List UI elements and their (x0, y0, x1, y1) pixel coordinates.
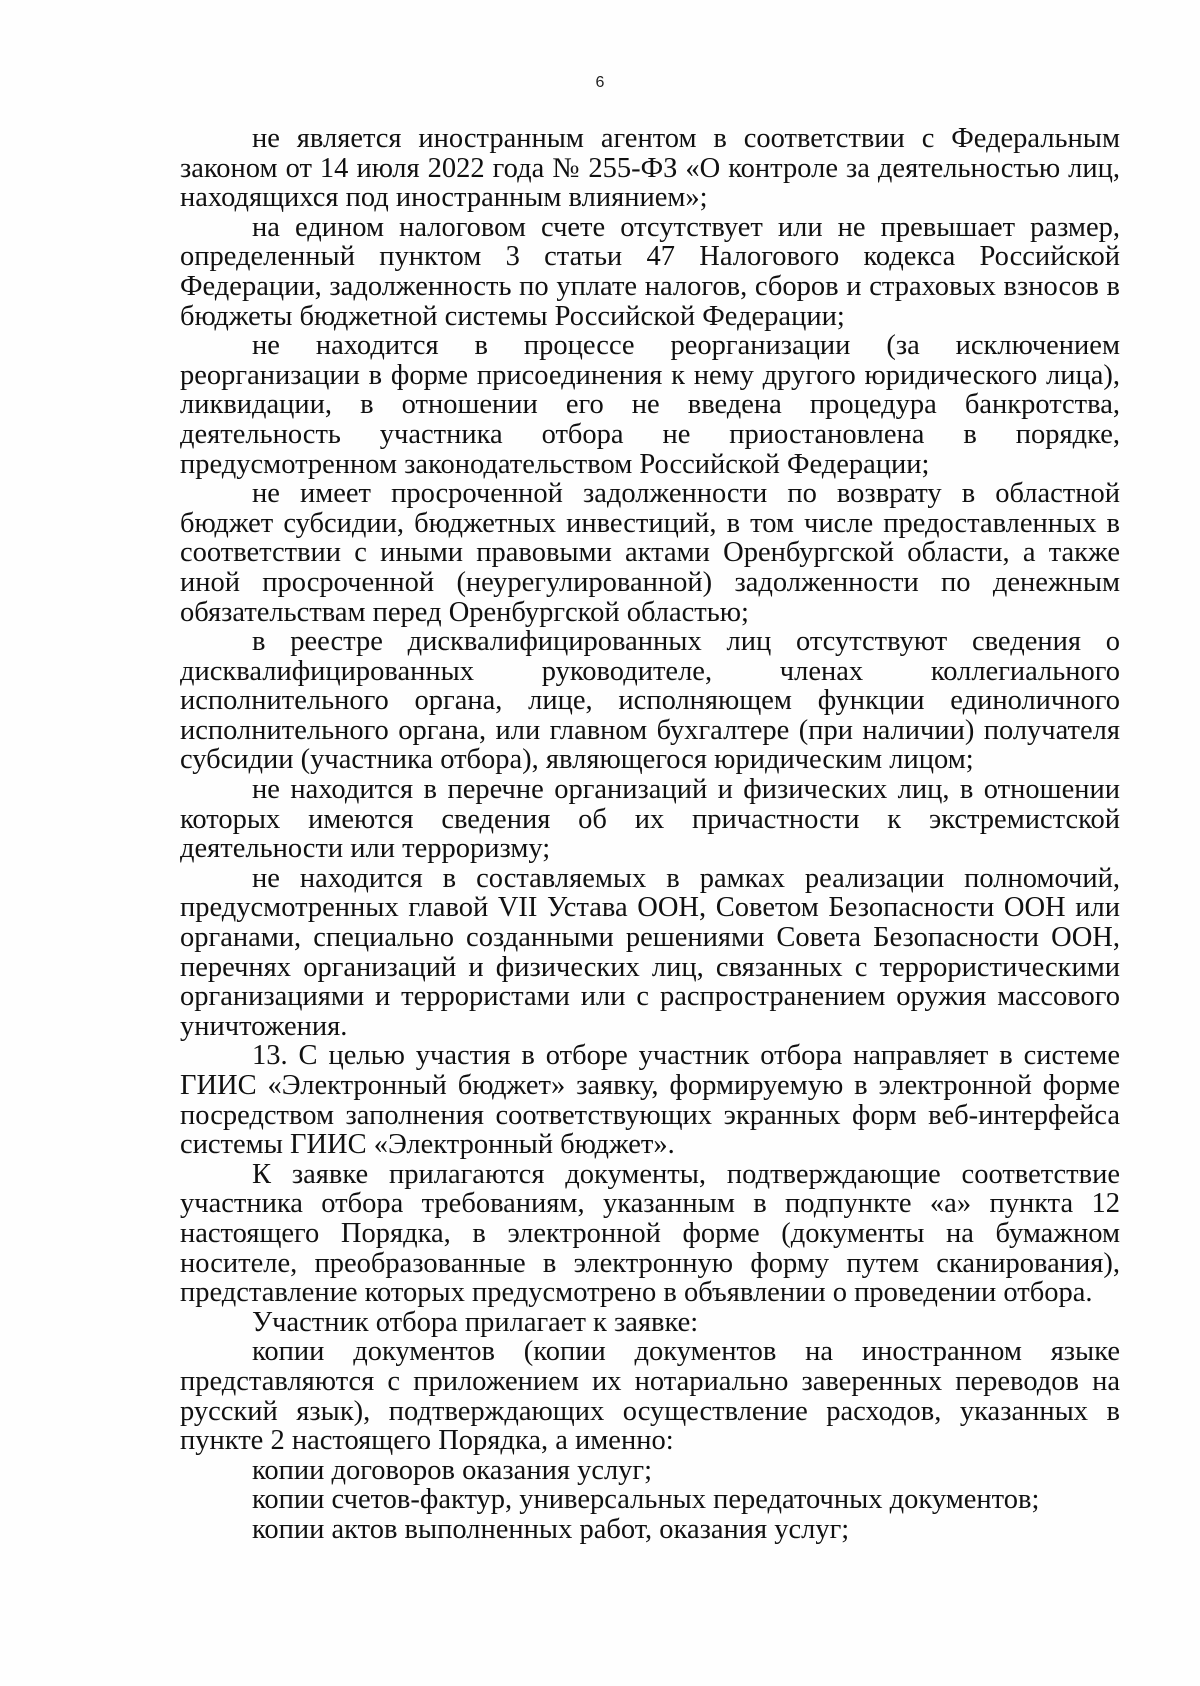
paragraph-un-lists: не находится в составляемых в рамках реализации полномочий, предусмотренных главой VII Устава ООН, Советом Безопасности ООН или органами, специально созданными решениями Совета Безопасности ООН, перечнях организаций и физических лиц, связанных с террористическими организациями и террористами или с распространением оружия массового уничтожения. (180, 862, 1120, 1042)
paragraph-reorganization: не находится в процессе реорганизации (за исключением реорганизации в форме присоединения к нему другого юридического лица), ликвидации, в отношении его не введена процедура банкротства, деятельность участника отбора не приостановлена в порядке, предусмотренном законодательством Российской Федерации; (180, 330, 1120, 480)
paragraph-document-copies: копии документов (копии документов на иностранном языке представляются с приложением их нотариально заверенных переводов на русский язык), подтверждающих осуществление расходов, указанных в пункте 2 настоящего Порядка, а именно: (180, 1336, 1120, 1457)
document-body (180, 124, 1120, 1545)
page-number: 6 (595, 74, 605, 91)
paragraph-extremism-list: не находится в перечне организаций и физических лиц, в отношении которых имеются сведения об их причастности к экстремистской деятельности или терроризму; (180, 774, 1120, 865)
paragraph-participant-attaches: Участник отбора прилагает к заявке: (252, 1306, 699, 1338)
paragraph-disqualified-registry: в реестре дисквалифицированных лиц отсутствуют сведения о дисквалифицированных руководителе, членах коллегиального исполнительного органа, лице, исполняющем функции единоличного исполнительного органа, или главном бухгалтере (при наличии) получателя субсидии (участника отбора), являющегося юридическим лицом; (180, 626, 1120, 776)
paragraph-service-contracts: копии договоров оказания услуг; (252, 1454, 653, 1486)
paragraph-acts-of-work: копии актов выполненных работ, оказания услуг; (252, 1513, 850, 1545)
paragraph-attached-documents: К заявке прилагаются документы, подтверждающие соответствие участника отбора требованиям, указанным в подпункте «а» пункта 12 настоящего Порядка, в электронной форме (документы на бумажном носителе, преобразованные в электронную форму путем сканирования), представление которых предусмотрено в объявлении о проведении отбора. (180, 1158, 1120, 1309)
paragraph-foreign-agent: не является иностранным агентом в соответствии с Федеральным законом от 14 июля 2022 года № 255-ФЗ «О контроле за деятельностью лиц, находящихся под иностранным влиянием»; (180, 123, 1120, 214)
paragraph-overdue-debt: не имеет просроченной задолженности по возврату в областной бюджет субсидии, бюджетных инвестиций, в том числе предоставленных в соответствии с иными правовыми актами Оренбургской области, а также иной просроченной (неурегулированной) задолженности по денежным обязательствам перед Оренбургской областью; (180, 478, 1120, 628)
paragraph-clause-13: 13. С целью участия в отборе участник отбора направляет в системе ГИИС «Электронный бюджет» заявку, формируемую в электронной форме посредством заполнения соответствующих экранных форм веб-интерфейса системы ГИИС «Электронный бюджет». (180, 1040, 1120, 1161)
paragraph-invoices: копии счетов-фактур, универсальных передаточных документов; (252, 1484, 1040, 1516)
paragraph-tax-debt: на едином налоговом счете отсутствует или не превышает размер, определенный пунктом 3 статьи 47 Налогового кодекса Российской Федерации, задолженность по уплате налогов, сборов и страховых взносов в бюджеты бюджетной системы Российской Федерации; (180, 211, 1120, 332)
